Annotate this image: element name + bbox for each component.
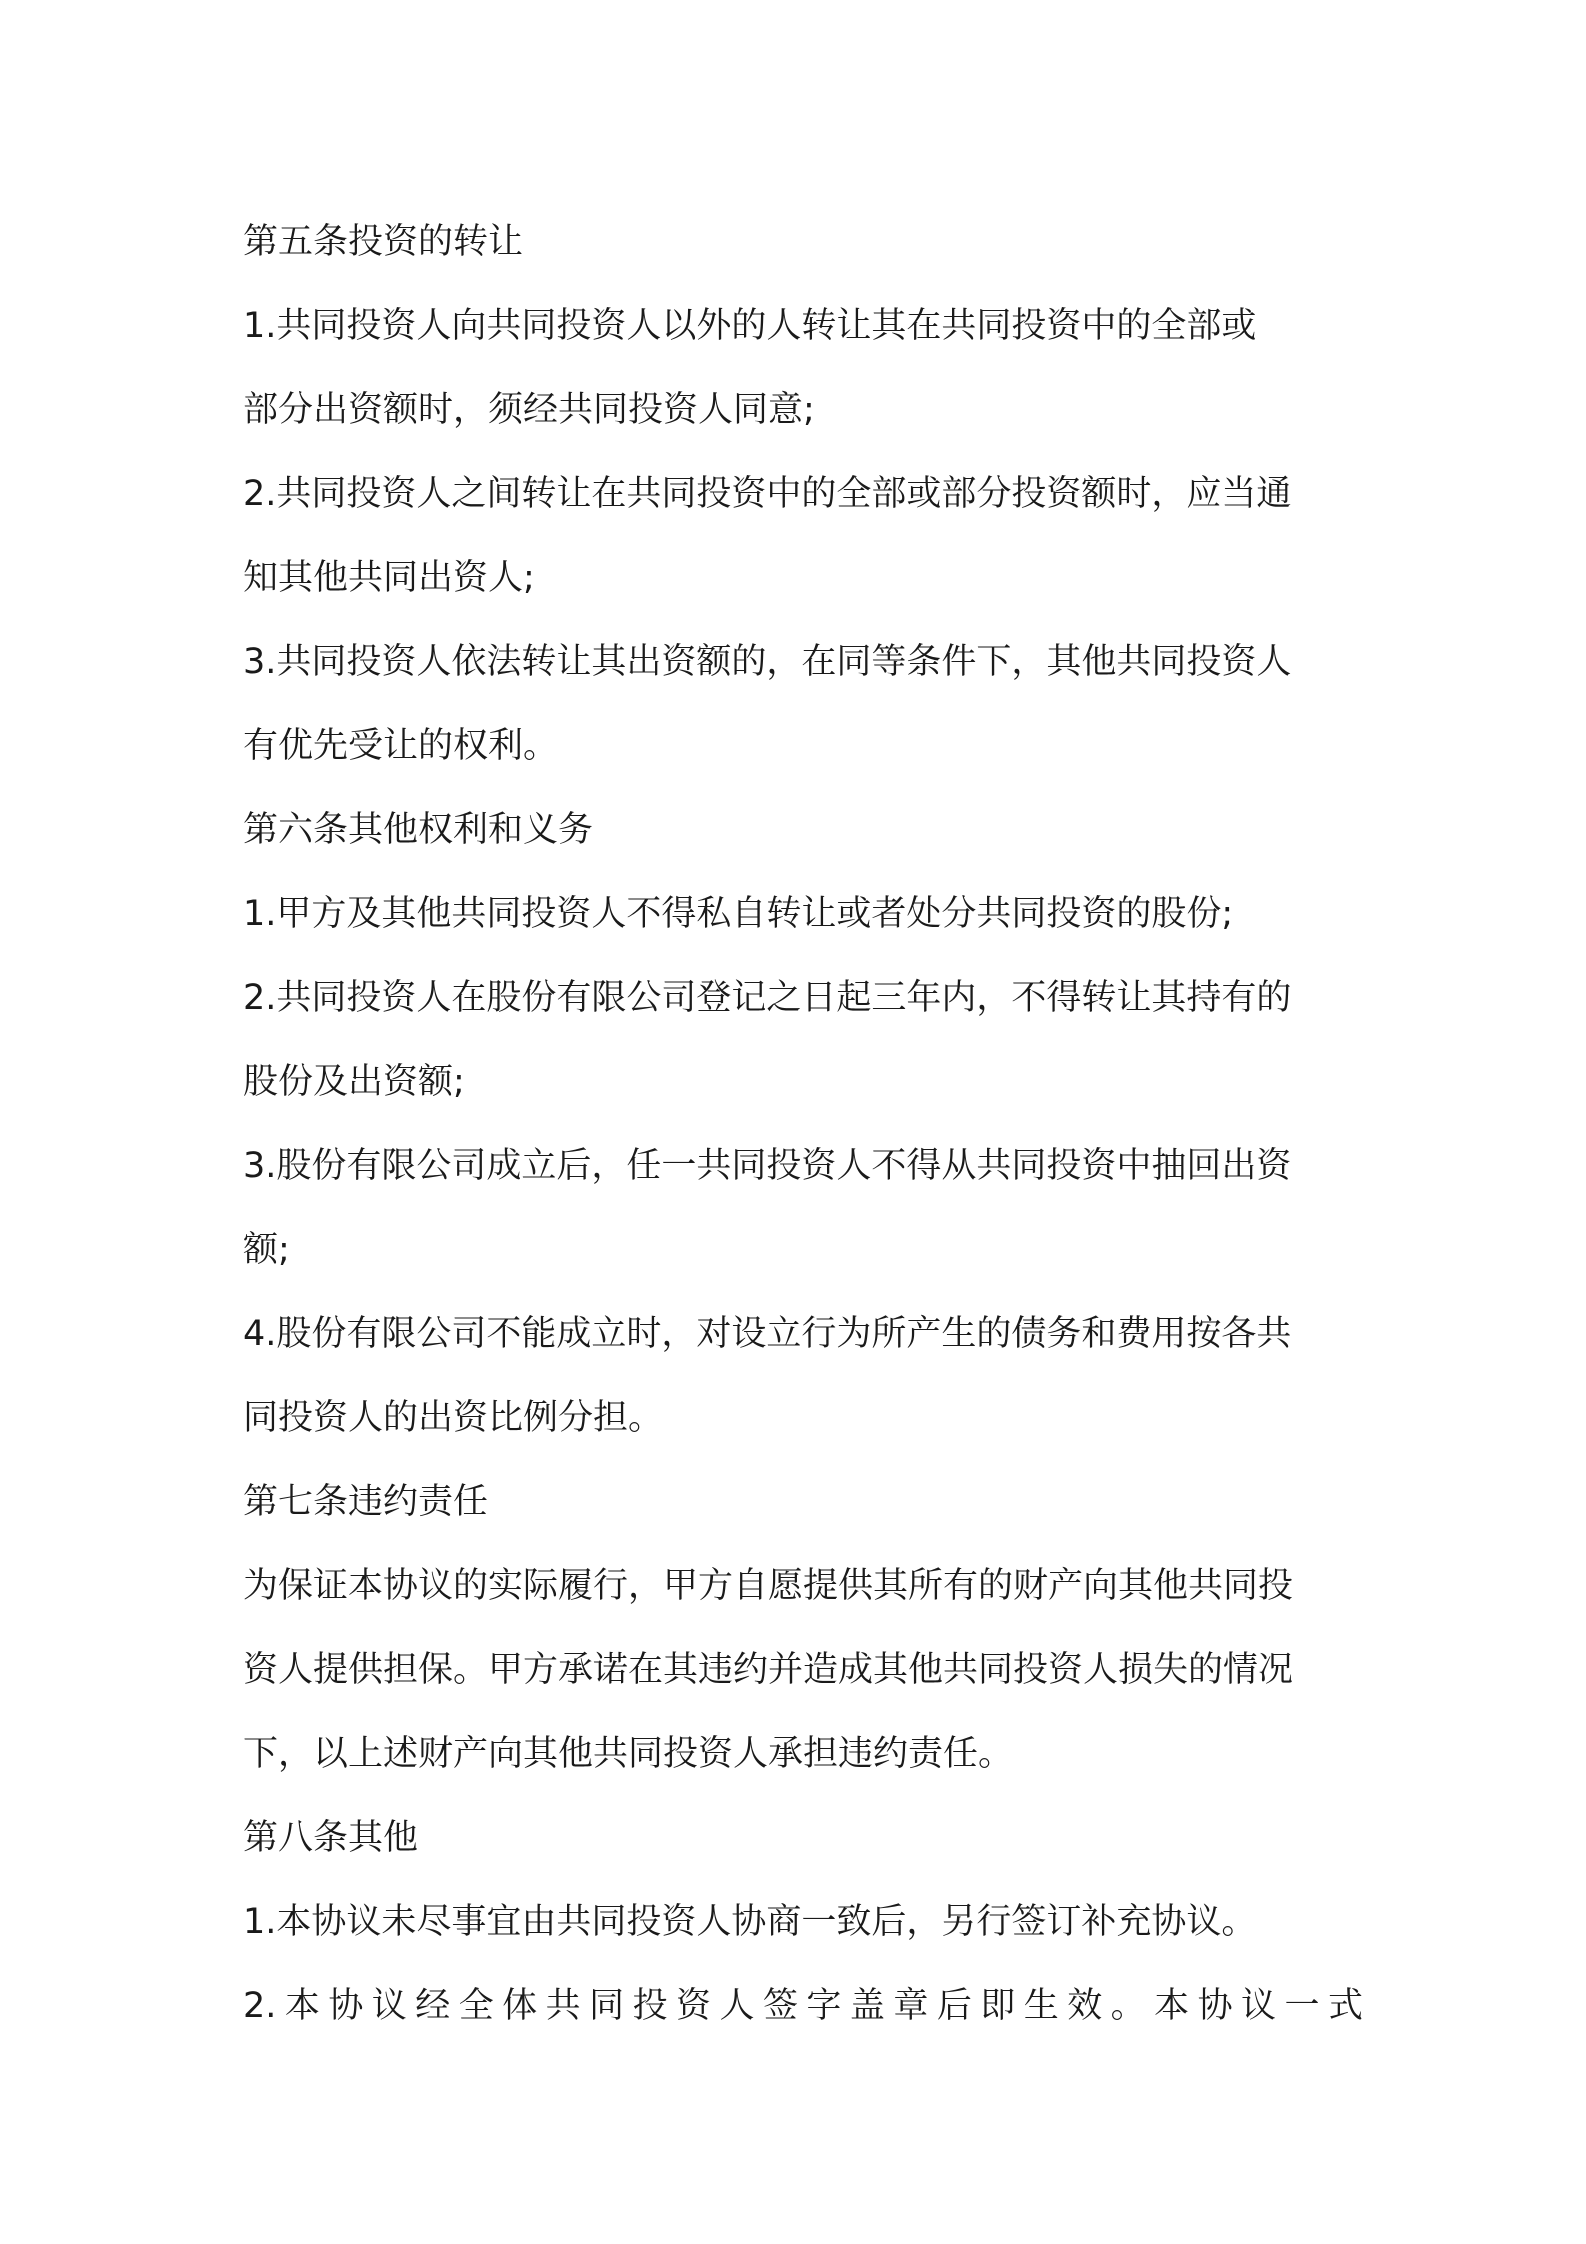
paragraph-line: 同投资人的出资比例分担。 — [243, 1398, 664, 1438]
paragraph-line: 股份及出资额; — [243, 1062, 465, 1102]
paragraph-line: 1.共同投资人向共同投资人以外的人转让其在共同投资中的全部或 — [243, 306, 1257, 346]
article-7-heading: 第七条违约责任 — [243, 1482, 489, 1522]
paragraph-line: 知其他共同出资人; — [243, 558, 535, 598]
paragraph-line: 资人提供担保。甲方承诺在其违约并造成其他共同投资人损失的情况 — [243, 1650, 1294, 1690]
paragraph-line: 部分出资额时，须经共同投资人同意; — [243, 390, 815, 430]
paragraph-line: 2.共同投资人之间转让在共同投资中的全部或部分投资额时，应当通 — [243, 474, 1292, 514]
paragraph-line: 下，以上述财产向其他共同投资人承担违约责任。 — [243, 1734, 1014, 1774]
paragraph-line: 1.甲方及其他共同投资人不得私自转让或者处分共同投资的股份; — [243, 894, 1234, 934]
paragraph-line: 2.本协议经全体共同投资人签字盖章后即生效。本协议一式 — [243, 1986, 1363, 2026]
document-body — [243, 200, 1363, 2048]
paragraph-line: 1.本协议未尽事宜由共同投资人协商一致后，另行签订补充协议。 — [243, 1902, 1257, 1942]
article-6-heading: 第六条其他权利和义务 — [243, 810, 594, 850]
paragraph-line: 4.股份有限公司不能成立时，对设立行为所产生的债务和费用按各共 — [243, 1314, 1292, 1354]
paragraph-line: 额; — [243, 1230, 290, 1270]
paragraph-line: 有优先受让的权利。 — [243, 726, 559, 766]
paragraph-line: 3.股份有限公司成立后，任一共同投资人不得从共同投资中抽回出资 — [243, 1146, 1292, 1186]
article-8-heading: 第八条其他 — [243, 1818, 419, 1858]
paragraph-line: 为保证本协议的实际履行，甲方自愿提供其所有的财产向其他共同投 — [243, 1566, 1294, 1606]
paragraph-line: 3.共同投资人依法转让其出资额的，在同等条件下，其他共同投资人 — [243, 642, 1292, 682]
article-5-heading: 第五条投资的转让 — [243, 222, 524, 262]
paragraph-line: 2.共同投资人在股份有限公司登记之日起三年内，不得转让其持有的 — [243, 978, 1292, 1018]
